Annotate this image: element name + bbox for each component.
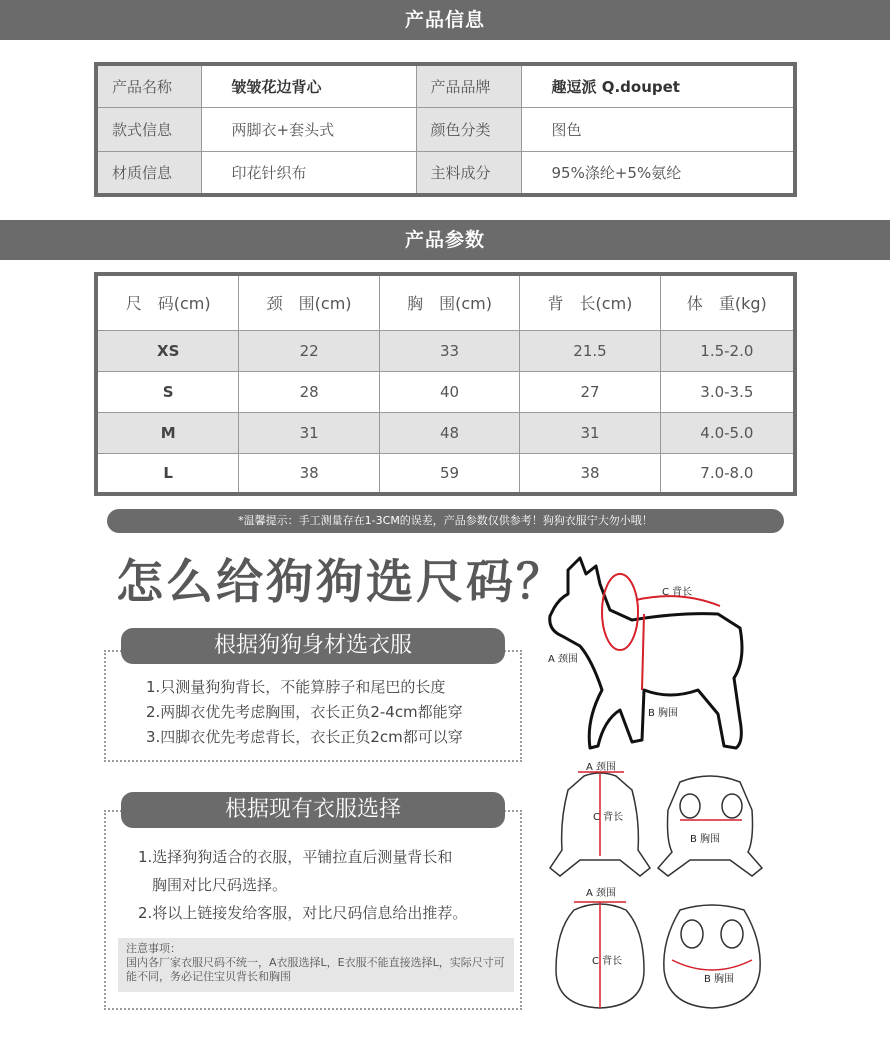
table-row [96, 151, 795, 195]
garment-back-1 [658, 776, 762, 876]
chest-cell: 59 [379, 453, 519, 494]
table-row [96, 453, 795, 494]
label-neck: A 颈围 [548, 654, 579, 665]
measurement-diagrams [540, 550, 890, 1040]
info-value: 皱皱花边背心 [201, 64, 416, 108]
size-cell: XS [96, 330, 239, 371]
notice-text: 国内各厂家衣服尺码不统一，A衣服选择L，E衣服不能直接选择L，实际尺寸可能不同，务必记住宝贝背长和胸围 [126, 956, 505, 983]
info-label: 材质信息 [96, 151, 201, 195]
notice-title: 注意事项： [126, 942, 181, 955]
neck-measure-ring [602, 574, 638, 650]
section-title: 根据狗狗身材选衣服 [121, 628, 505, 664]
size-cell: M [96, 412, 239, 453]
size-chart-table [94, 272, 797, 496]
table-row [96, 371, 795, 412]
instruction-line: 1.只测量狗狗背长，不能算脖子和尾巴的长度 [146, 678, 446, 696]
info-value: 趣逗派 Q.doupet [521, 64, 795, 108]
weight-cell: 4.0-5.0 [660, 412, 795, 453]
info-label: 产品品牌 [416, 64, 521, 108]
product-info-banner: 产品信息 [0, 0, 890, 40]
label-g1-back: C 背长 [593, 812, 624, 823]
table-row [96, 108, 795, 152]
instruction-line: 2.两脚衣优先考虑胸围，衣长正负2-4cm都能穿 [146, 703, 463, 721]
back-cell: 21.5 [520, 330, 660, 371]
instruction-line: 1.选择狗狗适合的衣服，平铺拉直后测量背长和 [138, 848, 453, 866]
back-cell: 27 [520, 371, 660, 412]
table-header-row [96, 274, 795, 330]
tip-bar: *温馨提示：手工测量存在1-3CM的误差，产品参数仅供参考！狗狗衣服宁大勿小哦！ [107, 509, 784, 533]
notice-box [118, 938, 514, 992]
weight-cell: 7.0-8.0 [660, 453, 795, 494]
label-g4-chest: B 胸围 [704, 974, 735, 985]
instruction-line: 3.四脚衣优先考虑背长，衣长正负2cm都可以穿 [146, 728, 463, 746]
column-header: 颈 围(cm) [239, 274, 379, 330]
info-value: 印花针织布 [201, 151, 416, 195]
chest-cell: 33 [379, 330, 519, 371]
weight-cell: 3.0-3.5 [660, 371, 795, 412]
garment-back-2 [664, 905, 760, 1008]
column-header: 胸 围(cm) [379, 274, 519, 330]
instruction-line: 胸围对比尺码选择。 [152, 876, 288, 894]
label-g3-back: C 背长 [592, 956, 623, 967]
info-label: 颜色分类 [416, 108, 521, 152]
garment-front-2 [556, 902, 644, 1008]
neck-cell: 28 [239, 371, 379, 412]
neck-cell: 31 [239, 412, 379, 453]
table-row [96, 64, 795, 108]
back-cell: 31 [520, 412, 660, 453]
product-info-table [94, 62, 797, 197]
info-value: 图色 [521, 108, 795, 152]
column-header: 尺 码(cm) [96, 274, 239, 330]
product-params-banner: 产品参数 [0, 220, 890, 260]
table-row [96, 330, 795, 371]
info-value: 两脚衣+套头式 [201, 108, 416, 152]
size-cell: S [96, 371, 239, 412]
info-label: 产品名称 [96, 64, 201, 108]
label-g3-neck: A 颈围 [586, 888, 617, 899]
neck-cell: 22 [239, 330, 379, 371]
label-g2-chest: B 胸围 [690, 834, 721, 845]
section-body [146, 675, 463, 750]
dog-outline [550, 558, 742, 748]
column-header: 背 长(cm) [520, 274, 660, 330]
measurement-illustration [540, 550, 890, 1040]
chest-measure-line [642, 614, 644, 690]
section-title: 根据现有衣服选择 [121, 792, 505, 828]
garment-front-1 [550, 772, 650, 876]
weight-cell: 1.5-2.0 [660, 330, 795, 371]
chest-cell: 48 [379, 412, 519, 453]
label-chest: B 胸围 [648, 708, 679, 719]
guide-title: 怎么给狗狗选尺码？ [116, 555, 566, 610]
instruction-line: 2.将以上链接发给客服，对比尺码信息给出推荐。 [138, 904, 468, 922]
size-cell: L [96, 453, 239, 494]
column-header: 体 重(kg) [660, 274, 795, 330]
section-body [138, 843, 467, 927]
table-row [96, 412, 795, 453]
info-label: 款式信息 [96, 108, 201, 152]
label-g1-neck: A 颈围 [586, 762, 617, 773]
info-label: 主料成分 [416, 151, 521, 195]
back-cell: 38 [520, 453, 660, 494]
neck-cell: 38 [239, 453, 379, 494]
chest-cell: 40 [379, 371, 519, 412]
label-back: C 背长 [662, 587, 693, 598]
info-value: 95%涤纶+5%氨纶 [521, 151, 795, 195]
